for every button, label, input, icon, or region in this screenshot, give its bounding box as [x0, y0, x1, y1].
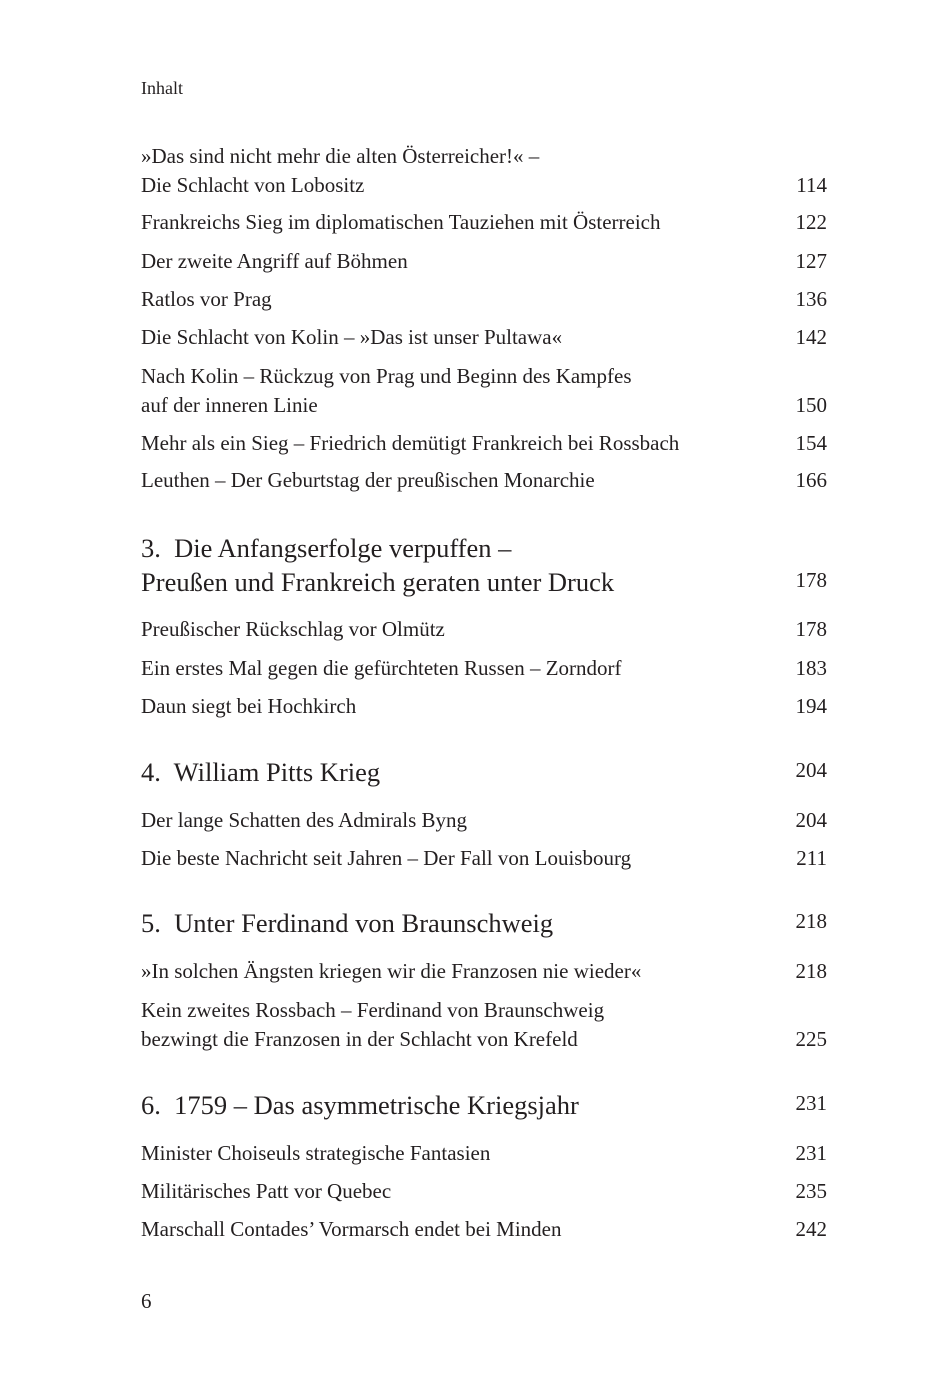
- entry-title-line: Der zweite Angriff auf Böhmen: [141, 249, 408, 273]
- page-number: 231: [795, 1141, 827, 1165]
- toc-entry[interactable]: [141, 844, 827, 873]
- chapter-heading[interactable]: [141, 1088, 827, 1122]
- toc-entry[interactable]: [141, 429, 827, 458]
- entry-title-line: bezwingt die Franzosen in der Schlacht von Krefeld: [141, 1027, 578, 1051]
- chapter-title-line: 3. Die Anfangserfolge verpuffen –: [141, 533, 512, 563]
- entry-title-line: Frankreichs Sieg im diplomatischen Tauziehen mit Österreich: [141, 210, 661, 234]
- toc-entry[interactable]: [141, 1139, 827, 1168]
- toc-entry[interactable]: [141, 1215, 827, 1244]
- page-number: 166: [795, 468, 827, 492]
- entry-title-line: Ratlos vor Prag: [141, 287, 272, 311]
- entry-title-line: Ein erstes Mal gegen die gefürchteten Russen – Zorndorf: [141, 656, 622, 680]
- entry-title-line: Mehr als ein Sieg – Friedrich demütigt Frankreich bei Rossbach: [141, 431, 680, 455]
- page-number: 225: [795, 1027, 827, 1051]
- entry-title-line: auf der inneren Linie: [141, 393, 318, 417]
- entry-title-line: Preußischer Rückschlag vor Olmütz: [141, 617, 445, 641]
- page-number: 231: [795, 1091, 827, 1115]
- page-number: 178: [795, 568, 827, 592]
- toc-entry[interactable]: [141, 247, 827, 276]
- toc-entry[interactable]: [141, 615, 827, 644]
- page-number: 235: [795, 1179, 827, 1203]
- toc-entry[interactable]: [141, 466, 827, 495]
- toc-entry[interactable]: [141, 208, 827, 237]
- page-number: 242: [795, 1217, 827, 1241]
- chapter-heading[interactable]: [141, 755, 827, 789]
- entry-title-line: Die Schlacht von Lobositz: [141, 173, 365, 197]
- page-number: 150: [795, 393, 827, 417]
- entry-title-line: Kein zweites Rossbach – Ferdinand von Braunschweig: [141, 998, 605, 1022]
- entry-title-line: Der lange Schatten des Admirals Byng: [141, 808, 468, 832]
- page-number: 127: [795, 249, 827, 273]
- page-number: 218: [795, 909, 827, 933]
- entry-title-line: Leuthen – Der Geburtstag der preußischen Monarchie: [141, 468, 595, 492]
- entry-title-line: Die Schlacht von Kolin – »Das ist unser Pultawa«: [141, 325, 563, 349]
- page-number: 136: [795, 287, 827, 311]
- toc-entry[interactable]: [141, 996, 827, 1054]
- entry-title-line: Militärisches Patt vor Quebec: [141, 1179, 392, 1203]
- toc-entry[interactable]: [141, 142, 827, 200]
- entry-title-line: Marschall Contades’ Vormarsch endet bei Minden: [141, 1217, 562, 1241]
- chapter-heading[interactable]: [141, 906, 827, 940]
- toc-entry[interactable]: [141, 323, 827, 352]
- page-number: 183: [795, 656, 827, 680]
- chapter-title-line: 5. Unter Ferdinand von Braunschweig: [141, 908, 554, 938]
- page-number: 204: [795, 808, 827, 832]
- page-number: 142: [795, 325, 827, 349]
- page-folio: 6: [141, 1289, 152, 1313]
- chapter-heading[interactable]: [141, 531, 827, 599]
- toc-entry[interactable]: [141, 806, 827, 835]
- toc-entry[interactable]: [141, 1177, 827, 1206]
- page-number: 122: [795, 210, 827, 234]
- entry-title-line: »Das sind nicht mehr die alten Österreicher!« –: [141, 144, 540, 168]
- page-number: 204: [795, 758, 827, 782]
- toc-entry[interactable]: [141, 362, 827, 420]
- page-number: 194: [795, 694, 827, 718]
- entry-title-line: Nach Kolin – Rückzug von Prag und Beginn des Kampfes: [141, 364, 632, 388]
- page-number: 178: [795, 617, 827, 641]
- entry-title-line: Die beste Nachricht seit Jahren – Der Fall von Louisbourg: [141, 846, 632, 870]
- page-number: 218: [795, 959, 827, 983]
- entry-title-line: Daun siegt bei Hochkirch: [141, 694, 357, 718]
- entry-title-line: Minister Choiseuls strategische Fantasien: [141, 1141, 491, 1165]
- entry-title-line: »In solchen Ängsten kriegen wir die Franzosen nie wieder«: [141, 959, 642, 983]
- chapter-title-line: 6. 1759 – Das asymmetrische Kriegsjahr: [141, 1090, 579, 1120]
- toc-entry[interactable]: [141, 654, 827, 683]
- toc-entry[interactable]: [141, 957, 827, 986]
- page-number: 154: [795, 431, 827, 455]
- page-number: 114: [796, 173, 827, 197]
- chapter-title-line: 4. William Pitts Krieg: [141, 757, 381, 787]
- page-number: 211: [796, 846, 827, 870]
- chapter-title-line: Preußen und Frankreich geraten unter Druck: [141, 567, 615, 597]
- toc-entry[interactable]: [141, 285, 827, 314]
- running-head: Inhalt: [141, 78, 183, 98]
- toc-entry[interactable]: [141, 692, 827, 721]
